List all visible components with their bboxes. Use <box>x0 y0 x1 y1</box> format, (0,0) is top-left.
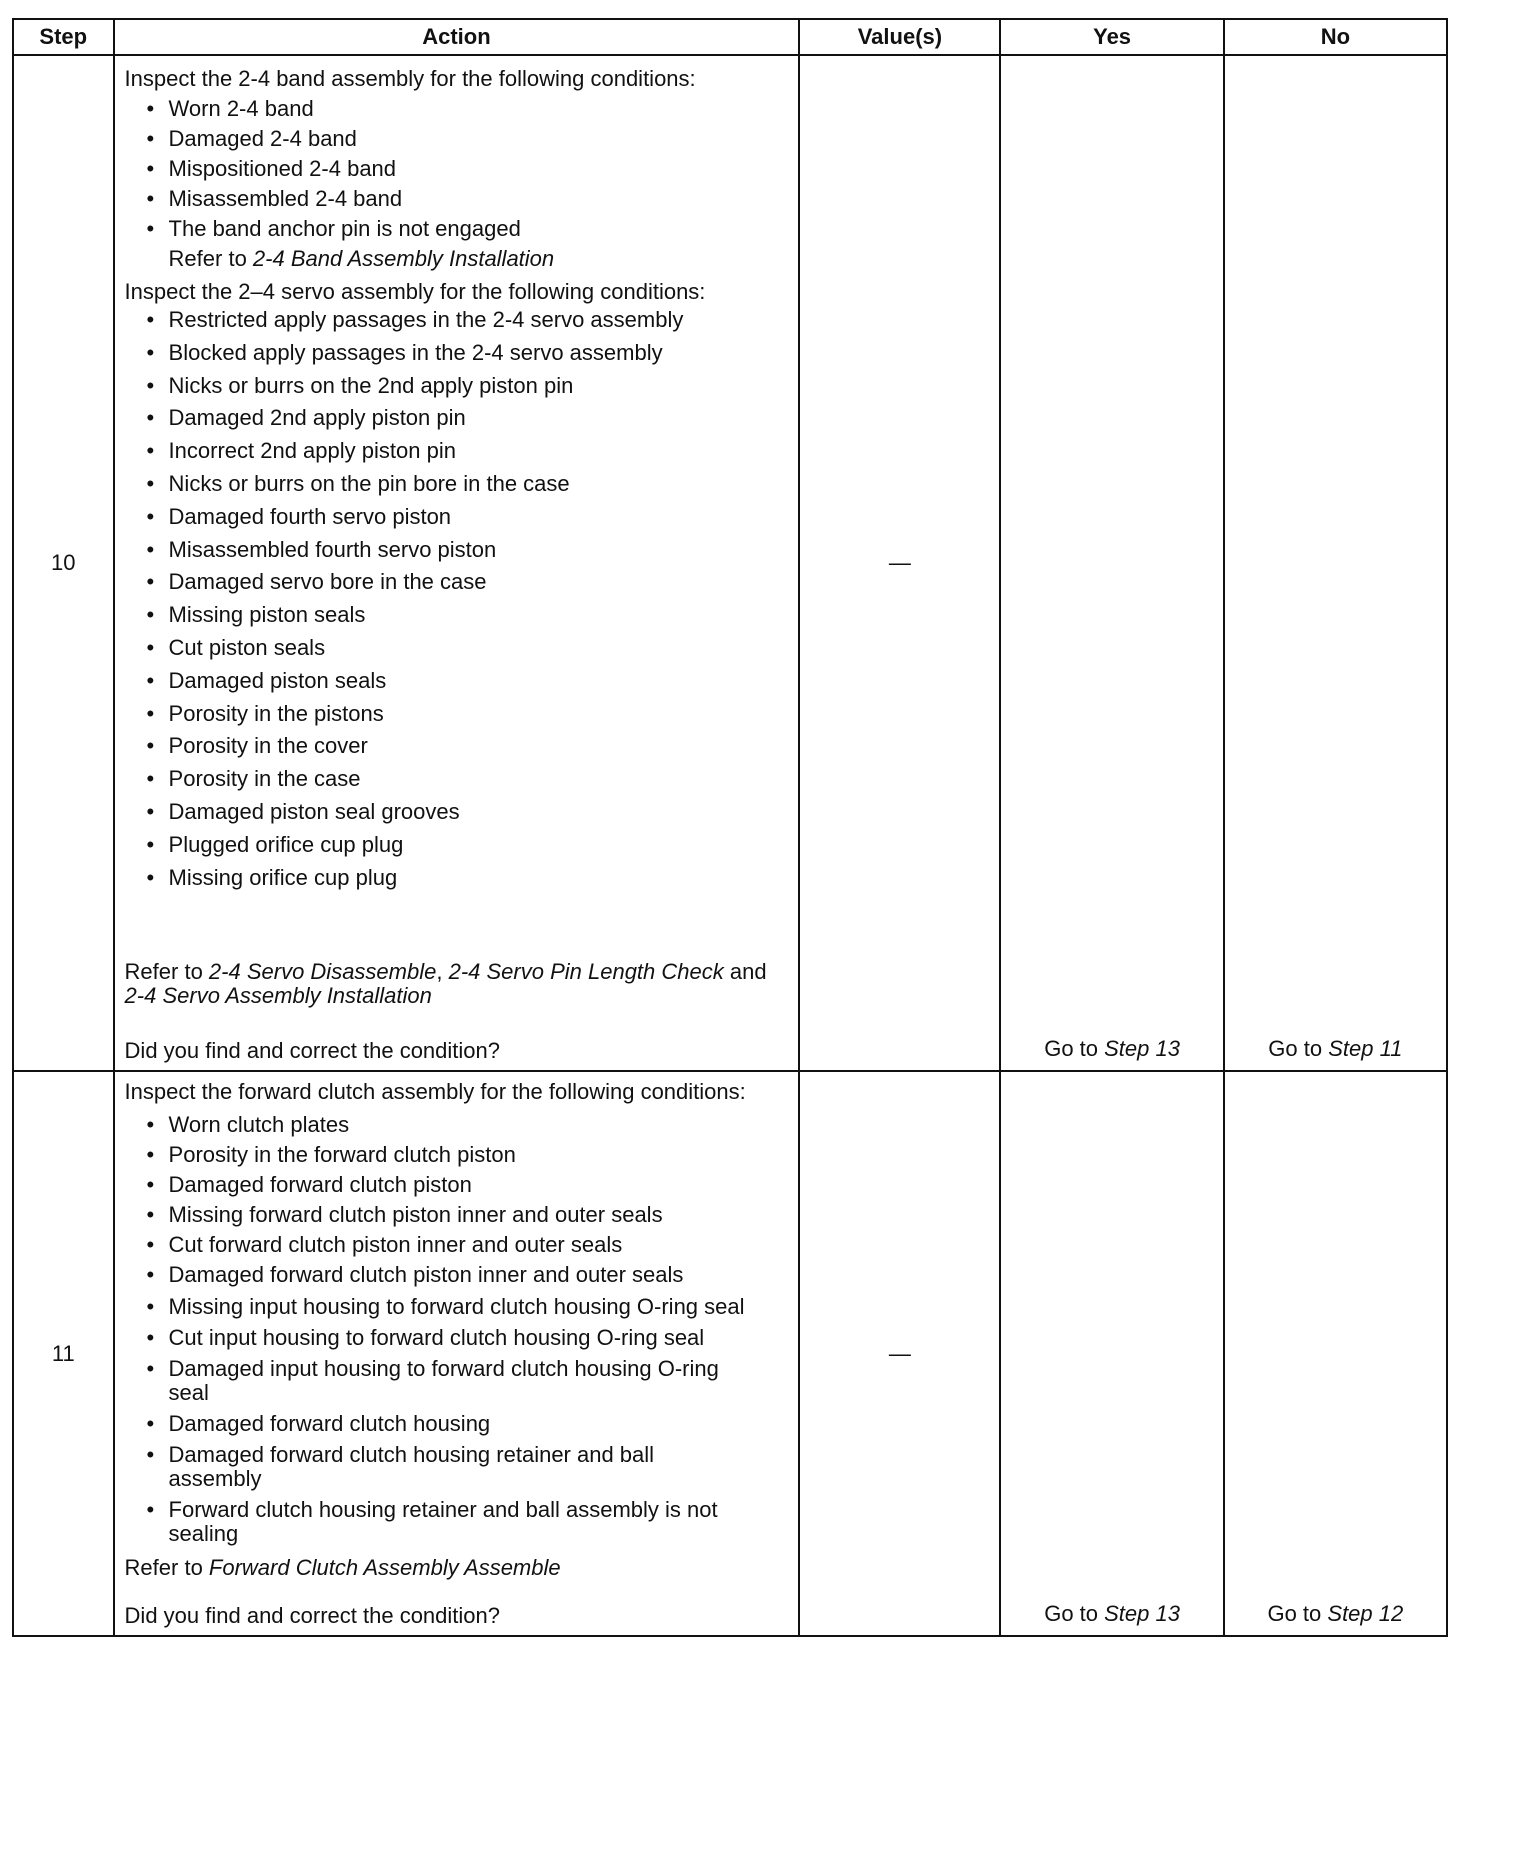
list-item: • Porosity in the forward clutch piston <box>125 1140 789 1170</box>
yes-outcome <box>1001 1601 1222 1627</box>
list-item: • Damaged input housing to forward clutch housing O-ring seal <box>125 1357 749 1405</box>
reference-link: 2-4 Band Assembly Installation <box>252 246 555 271</box>
list-item: • Damaged forward clutch housing retainer and ball assembly <box>125 1443 739 1491</box>
value-cell <box>799 55 1000 1071</box>
goto-step-link: Step 13 <box>1104 1036 1180 1062</box>
yes-cell <box>1000 55 1223 1071</box>
goto-prefix: Go to <box>1044 1036 1105 1062</box>
step-number: 10 <box>51 550 76 576</box>
value-dash: — <box>888 1340 911 1366</box>
list-item: • Blocked apply passages in the 2-4 servo assembly <box>125 337 789 370</box>
goto-step-link: Step 12 <box>1327 1601 1404 1627</box>
goto-step-link: Step 11 <box>1328 1036 1403 1062</box>
list-item: • Incorrect 2nd apply piston pin <box>125 435 789 468</box>
refer-prefix: Refer to <box>124 959 209 985</box>
table-row-step-10 <box>13 55 1447 1071</box>
list-item: • Damaged forward clutch housing <box>125 1412 789 1436</box>
table-row-step-11 <box>13 1071 1447 1636</box>
list-item: • Damaged piston seals <box>125 665 789 698</box>
refer-prefix: Refer to <box>168 246 253 271</box>
list-item: • The band anchor pin is not engaged <box>125 214 789 244</box>
list-item: • Cut piston seals <box>125 632 789 665</box>
value-cell <box>799 1071 1000 1636</box>
step-number-cell <box>13 55 114 1071</box>
goto-prefix: Go to <box>1044 1601 1105 1627</box>
value-dash: — <box>888 550 911 576</box>
list-item: • Nicks or burrs on the pin bore in the case <box>125 468 789 501</box>
reference-link: 2-4 Servo Disassemble <box>208 959 437 985</box>
list-item: • Damaged piston seal grooves <box>125 796 789 829</box>
no-cell <box>1224 55 1447 1071</box>
list-item: • Missing input housing to forward clutch housing O-ring seal <box>125 1295 749 1319</box>
list-item: • Damaged fourth servo piston <box>125 501 789 534</box>
list-item: • Porosity in the pistons <box>125 698 789 731</box>
yes-cell <box>1000 1071 1223 1636</box>
list-item: • Plugged orifice cup plug <box>125 829 789 862</box>
refer-separator: and <box>723 959 767 985</box>
diagnostic-table <box>12 18 1448 1637</box>
clutch-reference <box>125 1553 789 1583</box>
list-item: • Misassembled fourth servo piston <box>125 534 789 567</box>
step-number-cell <box>13 1071 114 1636</box>
list-item: • Missing piston seals <box>125 599 789 632</box>
band-intro: Inspect the 2-4 band assembly for the following conditions: <box>124 66 696 91</box>
header-values: Value(s) <box>799 19 1000 55</box>
no-outcome <box>1225 1036 1446 1062</box>
list-item: • Damaged forward clutch piston inner and outer seals <box>125 1260 789 1290</box>
list-item: • Cut forward clutch piston inner and outer seals <box>125 1230 789 1260</box>
servo-reference <box>125 960 789 1008</box>
action-cell <box>114 1071 800 1636</box>
list-item: • Misassembled 2-4 band <box>125 184 789 214</box>
list-item: • Porosity in the cover <box>125 730 789 763</box>
list-item: • Forward clutch housing retainer and ball assembly is not sealing <box>125 1498 789 1546</box>
refer-separator: , <box>436 959 449 985</box>
action-content <box>115 56 799 1070</box>
list-item: • Cut input housing to forward clutch housing O-ring seal <box>125 1326 709 1350</box>
reference-link: Forward Clutch Assembly Assemble <box>208 1555 561 1581</box>
list-item: • Missing forward clutch piston inner and outer seals <box>125 1200 789 1230</box>
reference-link: 2-4 Servo Assembly Installation <box>124 983 432 1009</box>
list-item: • Mispositioned 2-4 band <box>125 154 789 184</box>
list-item: • Porosity in the case <box>125 763 789 796</box>
list-item: • Damaged 2-4 band <box>125 124 789 154</box>
list-item: • Damaged forward clutch piston <box>125 1170 789 1200</box>
header-no: No <box>1224 19 1447 55</box>
goto-prefix: Go to <box>1268 1036 1329 1062</box>
clutch-intro: Inspect the forward clutch assembly for the following conditions: <box>124 1079 746 1105</box>
band-reference <box>125 244 789 274</box>
header-step: Step <box>13 19 114 55</box>
action-cell <box>114 55 800 1071</box>
list-item: • Worn 2-4 band <box>125 94 789 124</box>
step-number: 11 <box>51 1340 75 1366</box>
clutch-conditions-list-continued <box>125 1295 789 1546</box>
goto-prefix: Go to <box>1267 1601 1328 1627</box>
no-outcome <box>1225 1601 1446 1627</box>
yes-outcome <box>1001 1036 1222 1062</box>
header-row <box>13 19 1447 55</box>
reference-link: 2-4 Servo Pin Length Check <box>448 959 724 985</box>
refer-prefix: Refer to <box>124 1555 209 1581</box>
action-content <box>115 1072 799 1635</box>
header-yes: Yes <box>1000 19 1223 55</box>
servo-intro: Inspect the 2–4 servo assembly for the following conditions: <box>124 279 706 304</box>
goto-step-link: Step 13 <box>1104 1601 1180 1627</box>
list-item: • Nicks or burrs on the 2nd apply piston pin <box>125 370 789 403</box>
header-action: Action <box>114 19 800 55</box>
decision-question: Did you find and correct the condition? <box>124 1603 500 1629</box>
list-item: • Worn clutch plates <box>125 1110 789 1140</box>
list-item: • Missing orifice cup plug <box>125 862 789 895</box>
servo-conditions-list <box>125 304 789 894</box>
list-item: • Damaged 2nd apply piston pin <box>125 402 789 435</box>
no-cell <box>1224 1071 1447 1636</box>
band-conditions-list <box>125 94 789 244</box>
clutch-conditions-list <box>125 1110 789 1290</box>
list-item: • Restricted apply passages in the 2-4 servo assembly <box>125 304 789 337</box>
decision-question: Did you find and correct the condition? <box>124 1038 500 1064</box>
list-item: • Damaged servo bore in the case <box>125 566 789 599</box>
